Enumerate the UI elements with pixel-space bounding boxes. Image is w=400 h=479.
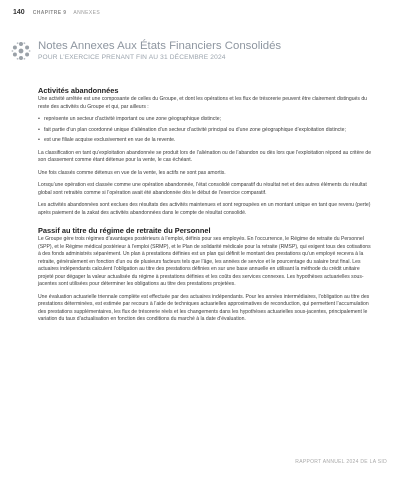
- discontinued-operations-section: [38, 86, 372, 217]
- paragraph: Lorsqu’une opération est classée comme une opération abandonnée, l’état consolidé comparatif du résultat net et des autres éléments du résultat global sont retraités comme si l’opération avait été abandonnée dès le début de l’exercice comparatif.: [38, 182, 367, 196]
- paragraph: Une fois classés comme détenus en vue de la vente, les actifs ne sont pas amortis.: [38, 169, 226, 176]
- page-title: Notes Annexes Aux États Financiers Consolidés: [38, 40, 282, 52]
- paragraph: Une activité arrêtée est une composante de celles du Groupe, et dont les opérations et les flux de trésorerie peuvent être clairement distingués du reste des activités du Groupe et qui, par ailleurs :: [38, 96, 368, 110]
- section-heading: Passif au titre du régime de retraite du Personnel: [38, 226, 211, 235]
- pension-liability-section: [38, 226, 372, 324]
- paragraph: Une évaluation actuarielle triennale complète est effectuée par des actuaires indépendants. Pour les années intermédiaires, l’obligation au titre des prestations déterminées, est estimée par recours à l’aide de techniques actuarielles approximatives de reconduction, qui permettent l’accumulation des prestations supplémentaires, les flux de trésorerie réels et les changements dans les hypothèses actuarielles sous-jacentes, principalement le variation du taux d’actualisation en fonction des conditions du marché à la date d’évaluation.: [38, 293, 370, 322]
- list-item: • est une filiale acquise exclusivement en vue de la revente.: [38, 137, 372, 145]
- running-header: [13, 9, 100, 16]
- list-item: • représente un secteur d’activité important ou une zone géographique distincte;: [38, 116, 372, 124]
- page-number: 140: [13, 9, 25, 16]
- list-item: • fait partie d’un plan coordonné unique d’aliénation d’un secteur d’activité principal ou d’une zone géographique d’exploitation distincte;: [38, 127, 372, 135]
- section-label: ANNEXES: [73, 10, 101, 16]
- paragraph: Le Groupe gère trois régimes d’avantages postérieurs à l’emploi, définis pour ses employés. En l’occurrence, le Régime de retraite du Personnel (SPP), et le Régime médical postérieur à l’emploi (SRMP), et le Plan de solidarité médicale pour la retraite (RMSP), qui exigent tous des cotisations à des fonds administrés séparément. Un plan à prestations définies est un plan qui définit le montant des prestations qu’un employé recevra à la retraite, généralement en fonction d’un ou de plusieurs facteurs tels que l’âge, les années de service et le pourcentage du salaire brut final. Les actuaires indépendants calculent l’obligation au titre des prestations définies en sur une base annuelle en utilisant la méthode du crédit unitaire projeté pour dégager la valeur actualisée du régime à prestations définies et les coûts des services connexes. Les hypothèses actuarielles sous-jacentes sont utilisées pour déterminer les obligations au titre des prestations projetées.: [38, 236, 371, 287]
- footer: RAPPORT ANNUEL 2024 DE LA SID: [295, 459, 387, 465]
- emblem-icon: [11, 41, 31, 61]
- section-heading: Activités abandonnées: [38, 86, 119, 95]
- title-block: [38, 40, 388, 61]
- page-subtitle: POUR L’EXERCICE PRENANT FIN AU 31 DÉCEMBRE 2024: [38, 54, 226, 61]
- main-content: [38, 86, 372, 324]
- criteria-list: [38, 116, 372, 145]
- paragraph: Les activités abandonnées sont exclues des résultats des activités maintenues et sont regroupées en un montant unique en tant que revenu (perte) après paiement de la zakat des activités abandonnées dans le compte de résultat consolidé.: [38, 202, 371, 216]
- chapter-label: CHAPITRE 9: [32, 10, 67, 16]
- paragraph: La classification en tant qu’exploitation abandonnée se produit lors de l’aliénation ou de l’abandon ou dès lors que l’exploitation répond au critère de son classement comme étant détenue pour la vente, le cas échéant.: [38, 149, 372, 163]
